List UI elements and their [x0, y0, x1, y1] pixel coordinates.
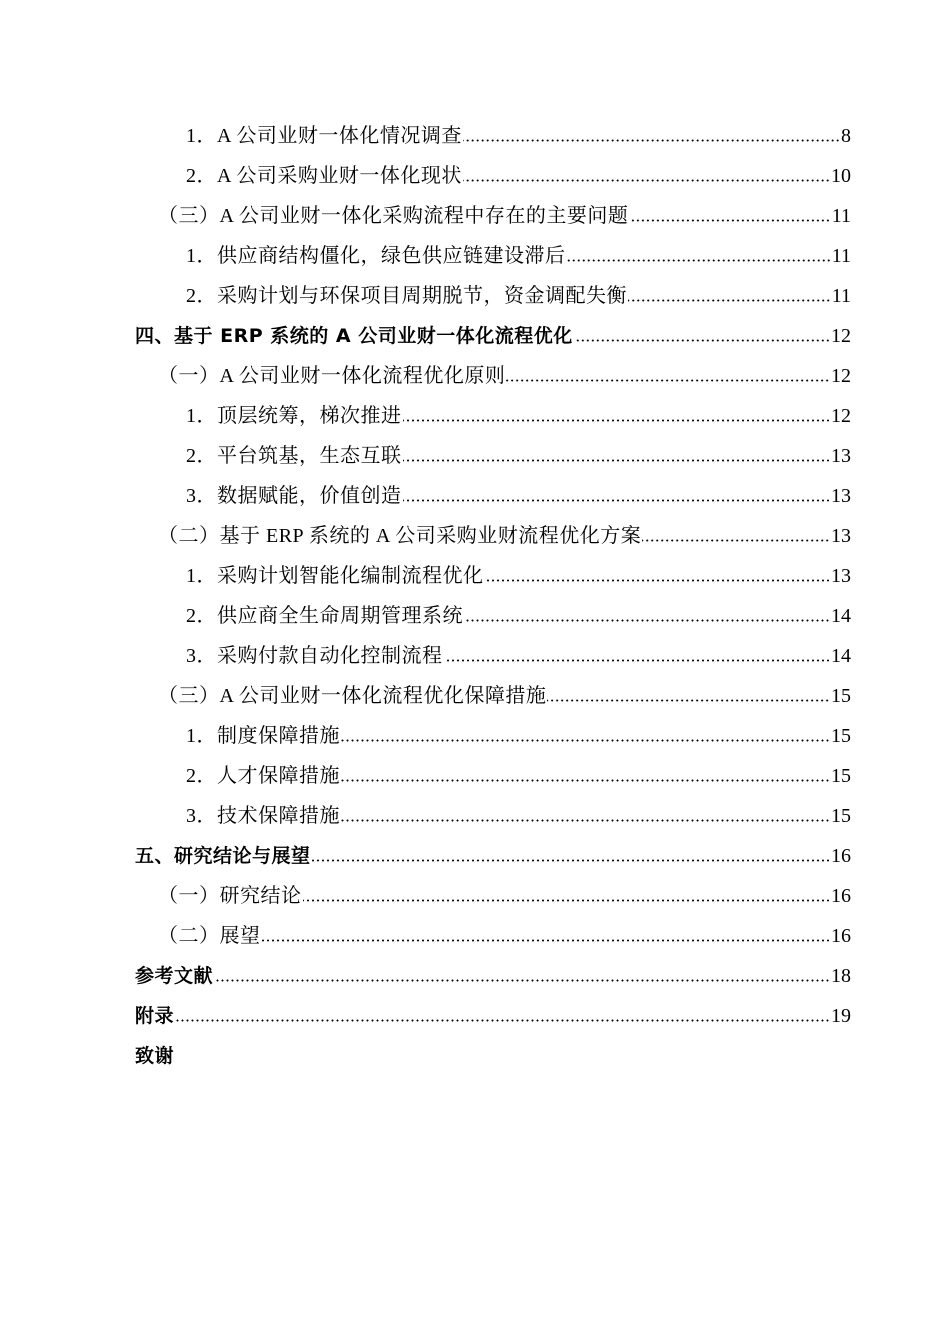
toc-dot-leader — [464, 596, 830, 636]
toc-entry-title: （二）展望 — [158, 925, 261, 947]
toc-entry-title: 2．平台筑基，生态互联 — [186, 445, 402, 467]
toc-entry-title: 1．供应商结构僵化，绿色供应链建设滞后 — [186, 245, 566, 267]
toc-dot-leader — [485, 556, 831, 596]
toc-dot-leader — [214, 956, 830, 996]
toc-entry-title: 3．数据赋能，价值创造 — [186, 485, 402, 507]
toc-dot-leader — [403, 436, 831, 476]
toc-dot-leader — [567, 236, 831, 276]
toc-entry-page-number: 11 — [831, 245, 851, 267]
toc-dot-leader — [175, 996, 830, 1036]
toc-entry-title: 附录 — [135, 1005, 175, 1027]
toc-entry-page-number: 15 — [831, 805, 851, 827]
toc-entry-title: 参考文献 — [135, 965, 214, 987]
toc-dot-leader — [547, 676, 830, 716]
toc-dot-leader — [341, 716, 830, 756]
toc-entry-page-number: 16 — [831, 845, 851, 867]
toc-entry-page-number: 13 — [831, 565, 851, 587]
toc-entry-level-3[interactable] — [0, 436, 851, 476]
toc-entry-level-3[interactable] — [0, 596, 851, 636]
toc-entry-page-number: 10 — [831, 165, 851, 187]
toc-dot-leader — [303, 876, 831, 916]
toc-entry-level-3[interactable] — [0, 276, 851, 316]
toc-entry-title: （一）研究结论 — [158, 885, 302, 907]
toc-entry-level-3[interactable] — [0, 796, 851, 836]
toc-entry-page-number: 13 — [831, 445, 851, 467]
toc-dot-leader — [642, 516, 830, 556]
toc-entry-title: 1．采购计划智能化编制流程优化 — [186, 565, 484, 587]
toc-entry-level-2[interactable] — [0, 676, 851, 716]
toc-entry-level-3[interactable] — [0, 716, 851, 756]
toc-entry-page-number: 14 — [831, 645, 851, 667]
toc-dot-leader — [506, 356, 830, 396]
toc-entry-level-2[interactable] — [0, 876, 851, 916]
toc-entry-title: 1．A 公司业财一体化情况调查 — [186, 125, 462, 147]
toc-entry-title: 2．采购计划与环保项目周期脱节，资金调配失衡 — [186, 285, 627, 307]
toc-entry-page-number: 15 — [831, 765, 851, 787]
toc-entry-level-2[interactable] — [0, 196, 851, 236]
toc-dot-leader — [262, 916, 831, 956]
table-of-contents — [0, 116, 950, 1076]
toc-entry-page-number: 12 — [831, 325, 851, 347]
toc-entry-title: 1．制度保障措施 — [186, 725, 340, 747]
toc-dot-leader — [574, 316, 830, 356]
toc-entry-title: 四、基于 ERP 系统的 A 公司业财一体化流程优化 — [135, 325, 573, 347]
toc-entry-title: （二）基于 ERP 系统的 A 公司采购业财流程优化方案 — [158, 525, 642, 547]
toc-entry-title: 1．顶层统筹，梯次推进 — [186, 405, 402, 427]
toc-entry-page-number: 14 — [831, 605, 851, 627]
toc-entry-level-1[interactable] — [0, 956, 851, 996]
toc-dot-leader — [629, 196, 830, 236]
toc-entry-level-1[interactable] — [0, 1036, 851, 1076]
toc-dot-leader — [341, 796, 830, 836]
toc-entry-page-number: 18 — [831, 965, 851, 987]
toc-entry-page-number: 11 — [831, 285, 851, 307]
toc-dot-leader — [463, 116, 840, 156]
toc-entry-level-2[interactable] — [0, 916, 851, 956]
toc-dot-leader — [463, 156, 830, 196]
toc-dot-leader — [312, 836, 830, 876]
toc-entry-page-number: 8 — [841, 125, 851, 147]
toc-entry-level-3[interactable] — [0, 116, 851, 156]
toc-entry-page-number: 12 — [831, 365, 851, 387]
toc-entry-page-number: 15 — [831, 685, 851, 707]
toc-entry-page-number: 13 — [831, 485, 851, 507]
toc-dot-leader — [403, 476, 831, 516]
toc-entry-level-2[interactable] — [0, 516, 851, 556]
toc-entry-level-3[interactable] — [0, 236, 851, 276]
toc-entry-level-3[interactable] — [0, 396, 851, 436]
toc-entry-page-number: 15 — [831, 725, 851, 747]
toc-entry-title: 2．供应商全生命周期管理系统 — [186, 605, 463, 627]
toc-entry-title: （三）A 公司业财一体化采购流程中存在的主要问题 — [158, 205, 629, 227]
toc-entry-title: 致谢 — [135, 1045, 175, 1067]
toc-entry-title: 3．技术保障措施 — [186, 805, 340, 827]
toc-entry-level-3[interactable] — [0, 636, 851, 676]
toc-dot-leader — [341, 756, 830, 796]
toc-entry-level-1[interactable] — [0, 836, 851, 876]
toc-entry-title: 2．A 公司采购业财一体化现状 — [186, 165, 462, 187]
toc-entry-page-number: 13 — [831, 525, 851, 547]
toc-entry-level-3[interactable] — [0, 156, 851, 196]
toc-entry-page-number: 12 — [831, 405, 851, 427]
toc-entry-level-3[interactable] — [0, 476, 851, 516]
toc-dot-leader — [403, 396, 831, 436]
toc-entry-page-number: 11 — [831, 205, 851, 227]
toc-entry-title: （一）A 公司业财一体化流程优化原则 — [158, 365, 506, 387]
toc-entry-level-3[interactable] — [0, 556, 851, 596]
toc-entry-title: 3．采购付款自动化控制流程 — [186, 645, 443, 667]
toc-entry-page-number: 16 — [831, 885, 851, 907]
toc-dot-leader — [444, 636, 831, 676]
toc-entry-level-3[interactable] — [0, 756, 851, 796]
toc-entry-level-1[interactable] — [0, 316, 851, 356]
toc-dot-leader — [628, 276, 831, 316]
toc-entry-title: 2．人才保障措施 — [186, 765, 340, 787]
toc-entry-title: （三）A 公司业财一体化流程优化保障措施 — [158, 685, 547, 707]
toc-entry-level-2[interactable] — [0, 356, 851, 396]
toc-entry-page-number: 19 — [831, 1005, 851, 1027]
toc-entry-page-number: 16 — [831, 925, 851, 947]
toc-entry-level-1[interactable] — [0, 996, 851, 1036]
toc-entry-title: 五、研究结论与展望 — [135, 845, 311, 867]
